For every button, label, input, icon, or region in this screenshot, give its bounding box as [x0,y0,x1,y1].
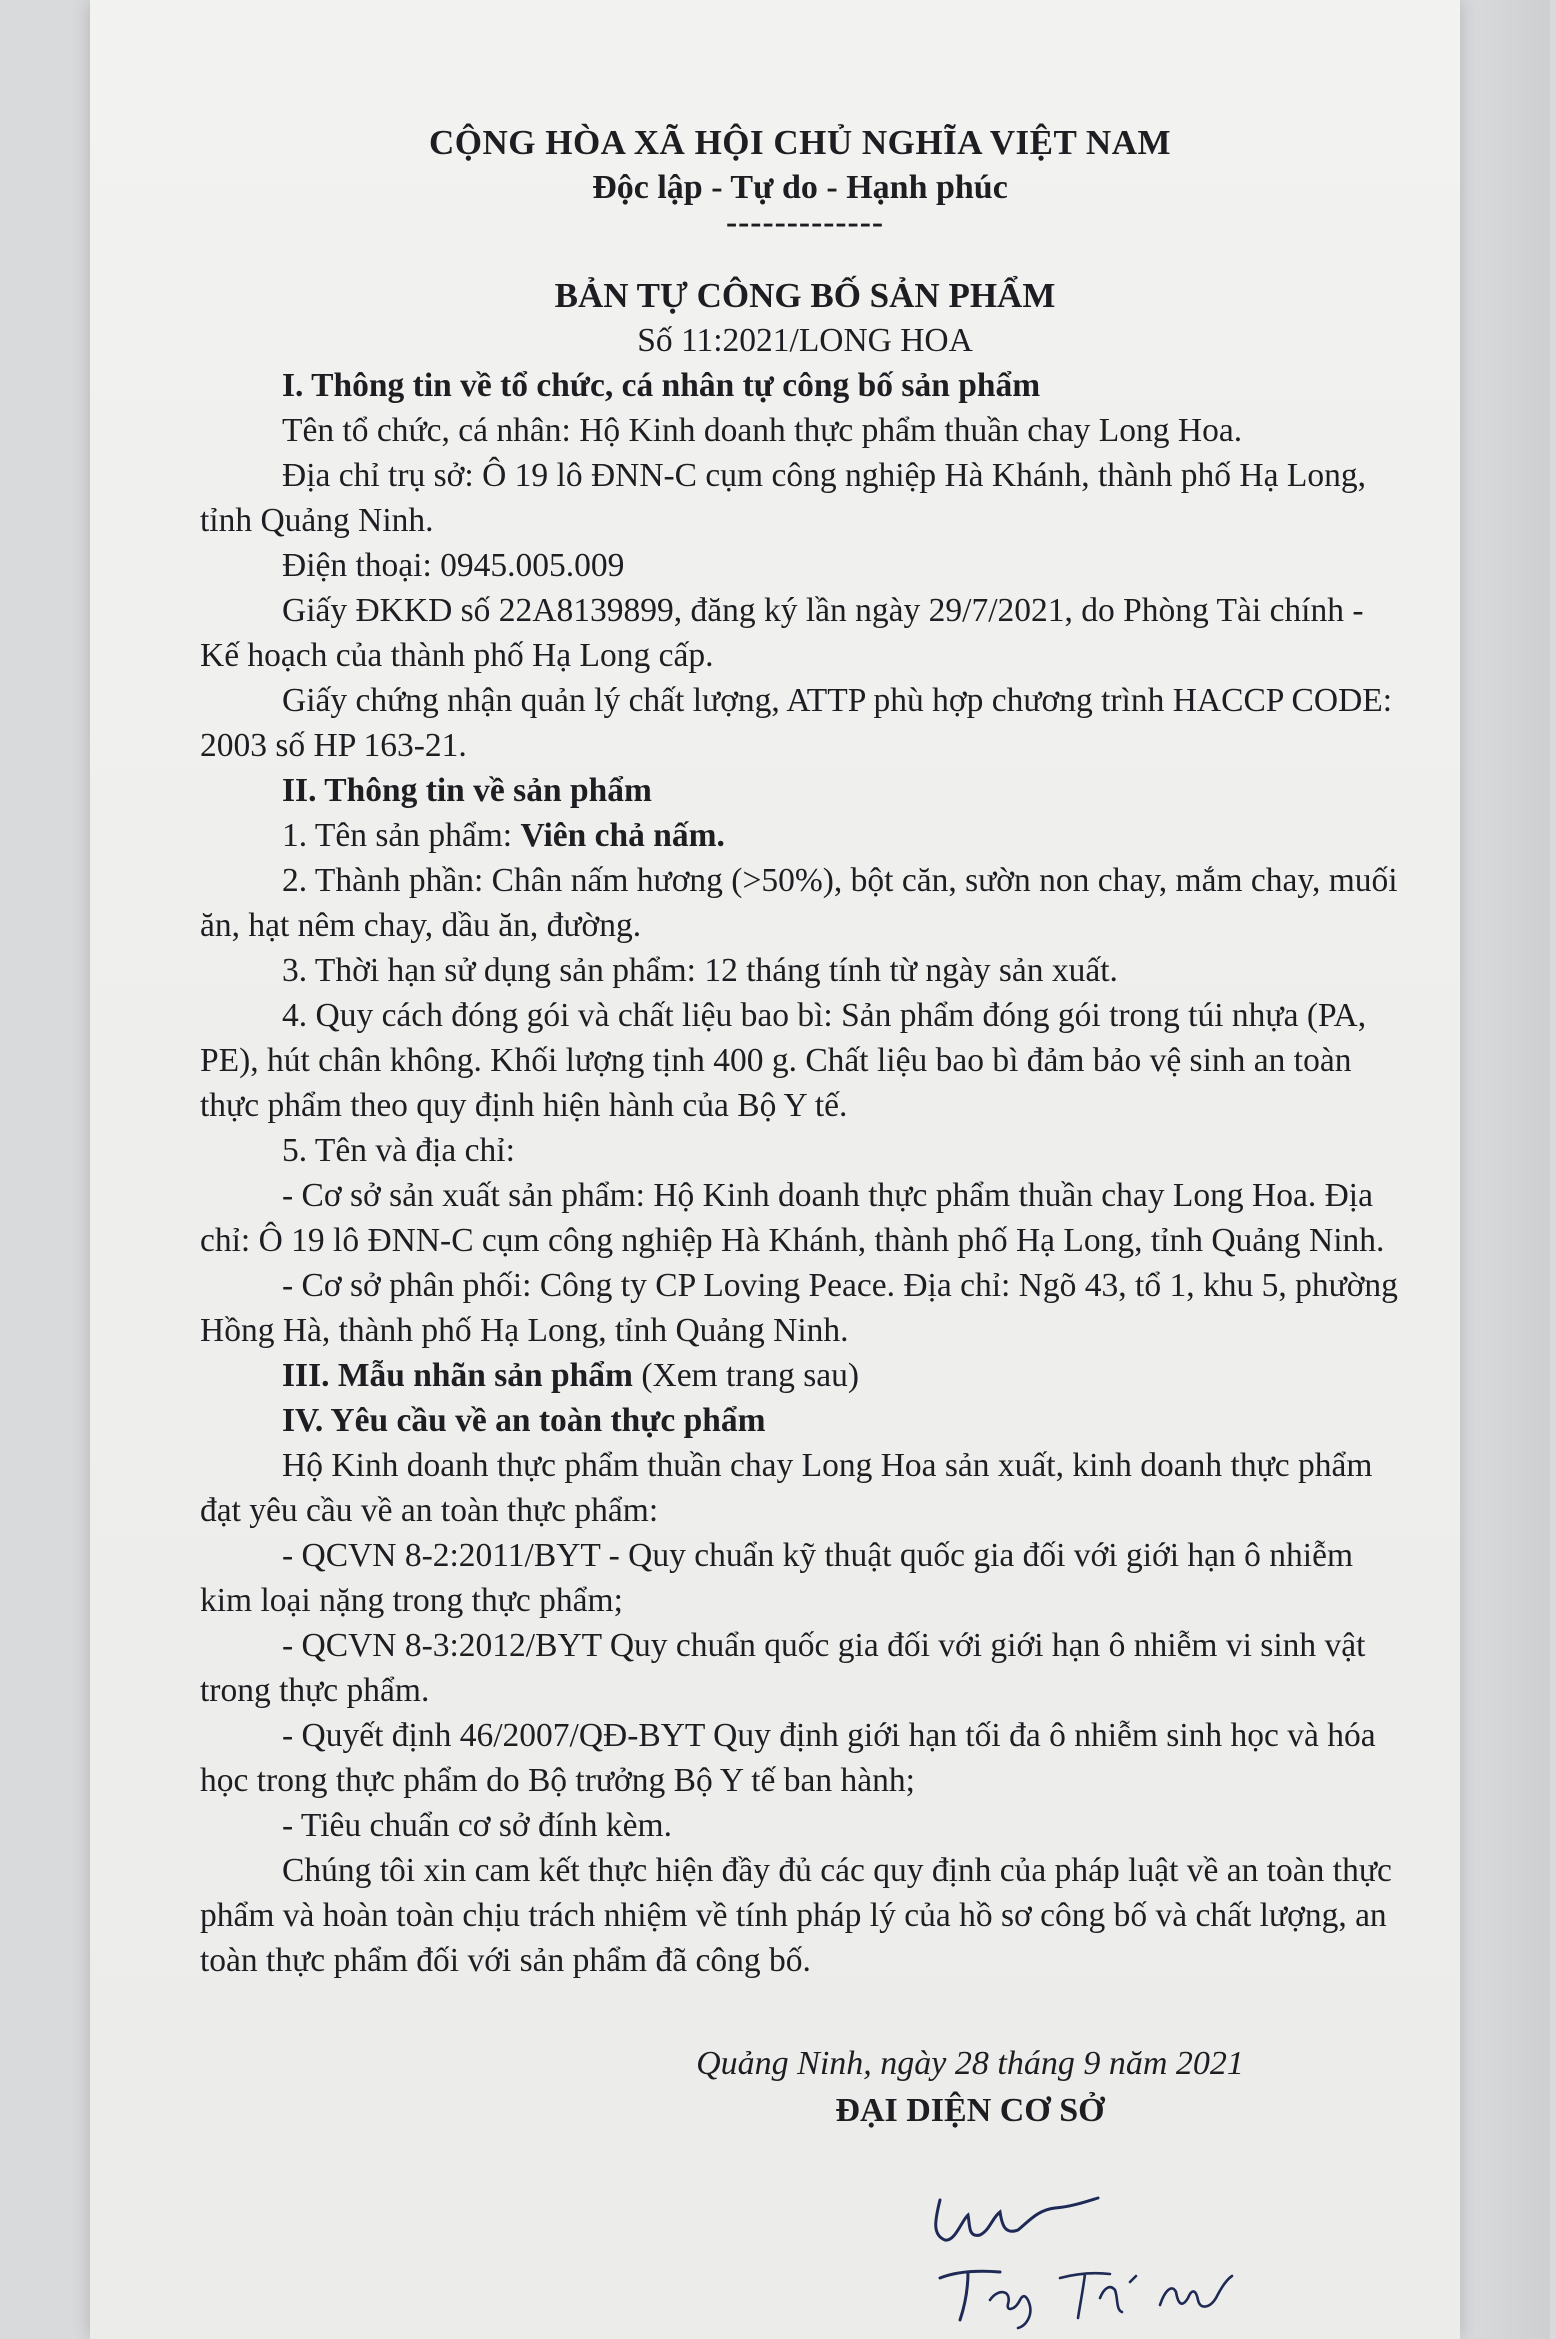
shelf-life: 3. Thời hạn sử dụng sản phẩm: 12 tháng tính từ ngày sản xuất. [282,952,1118,989]
safety-item: - QCVN 8-2:2011/BYT - Quy chuẩn kỹ thuật quốc gia đối với giới hạn ô nhiễm kim loại nặng trong thực phẩm; [200,1537,1354,1619]
section-2-heading: II. Thông tin về sản phẩm [282,772,652,809]
section-3-note: (Xem trang sau) [632,1357,860,1394]
haccp-certificate: Giấy chứng nhận quản lý chất lượng, ATTP phù hợp chương trình HACCP CODE: 2003 số HP 163-21. [200,682,1393,764]
document-title: BẢN TỰ CÔNG BỐ SẢN PHẨM [554,276,1056,315]
producer-info: - Cơ sở sản xuất sản phẩm: Hộ Kinh doanh thực phẩm thuần chay Long Hoa. Địa chỉ: Ô 19 lô ĐNN-C cụm công nghiệp Hà Khánh, thành phố Hạ Long, tỉnh Quảng Ninh. [200,1177,1385,1259]
national-motto: Độc lập - Tự do - Hạnh phúc [592,169,1008,206]
handwritten-signature [920,2180,1280,2330]
national-title: CỘNG HÒA XÃ HỘI CHỦ NGHĨA VIỆT NAM [428,123,1172,162]
org-name: Tên tổ chức, cá nhân: Hộ Kinh doanh thực phẩm thuần chay Long Hoa. [282,412,1243,449]
commitment: Chúng tôi xin cam kết thực hiện đầy đủ các quy định của pháp luật về an toàn thực phẩm và hoàn toàn chịu trách nhiệm về tính pháp lý của hồ sơ công bố và chất lượng, an toàn thực phẩm đối với sản phẩm đã công bố. [200,1852,1392,1979]
safety-item: - Tiêu chuẩn cơ sở đính kèm. [282,1807,672,1844]
product-name-line [200,813,1410,858]
org-phone: Điện thoại: 0945.005.009 [282,547,625,584]
safety-item: - QCVN 8-3:2012/BYT Quy chuẩn quốc gia đối với giới hạn ô nhiễm vi sinh vật trong thực phẩm. [200,1627,1366,1709]
product-name-label: 1. Tên sản phẩm: [282,817,521,854]
document-body [200,120,1410,1983]
product-name: Viên chả nấm. [520,817,725,854]
representative-title: ĐẠI DIỆN CƠ SỞ [835,2092,1105,2129]
section-3-heading: III. Mẫu nhãn sản phẩm [282,1357,633,1394]
page-edge-shadow [1465,0,1550,2339]
org-address: Địa chỉ trụ sở: Ô 19 lô ĐNN-C cụm công nghiệp Hà Khánh, thành phố Hạ Long, tỉnh Quảng Ninh. [200,457,1366,539]
safety-item: - Quyết định 46/2007/QĐ-BYT Quy định giới hạn tối đa ô nhiễm sinh học và hóa học trong thực phẩm do Bộ trưởng Bộ Y tế ban hành; [200,1717,1376,1799]
section-1-heading: I. Thông tin về tổ chức, cá nhân tự công bố sản phẩm [282,367,1041,404]
distributor-info: - Cơ sở phân phối: Công ty CP Loving Peace. Địa chỉ: Ngõ 43, tổ 1, khu 5, phường Hồng Hà, thành phố Hạ Long, tỉnh Quảng Ninh. [200,1267,1398,1349]
header-divider: ------------- [725,204,885,241]
ingredients: 2. Thành phần: Chân nấm hương (>50%), bột căn, sườn non chay, mắm chay, muối ăn, hạt nêm chay, dầu ăn, đường. [200,862,1398,944]
document-number: Số 11:2021/LONG HOA [637,322,973,359]
section-4-heading: IV. Yêu cầu về an toàn thực phẩm [282,1402,766,1439]
safety-intro: Hộ Kinh doanh thực phẩm thuần chay Long Hoa sản xuất, kinh doanh thực phẩm đạt yêu cầu về an toàn thực phẩm: [200,1447,1373,1529]
name-address-heading: 5. Tên và địa chỉ: [282,1132,515,1169]
place-date: Quảng Ninh, ngày 28 tháng 9 năm 2021 [696,2045,1244,2082]
business-license: Giấy ĐKKD số 22A8139899, đăng ký lần ngày 29/7/2021, do Phòng Tài chính - Kế hoạch của thành phố Hạ Long cấp. [200,592,1364,674]
section-3-line [200,1353,1410,1398]
packaging: 4. Quy cách đóng gói và chất liệu bao bì: Sản phẩm đóng gói trong túi nhựa (PA, PE), hút chân không. Khối lượng tịnh 400 g. Chất liệu bao bì đảm bảo vệ sinh an toàn thực phẩm theo quy định hiện hành của Bộ Y tế. [200,997,1367,1124]
